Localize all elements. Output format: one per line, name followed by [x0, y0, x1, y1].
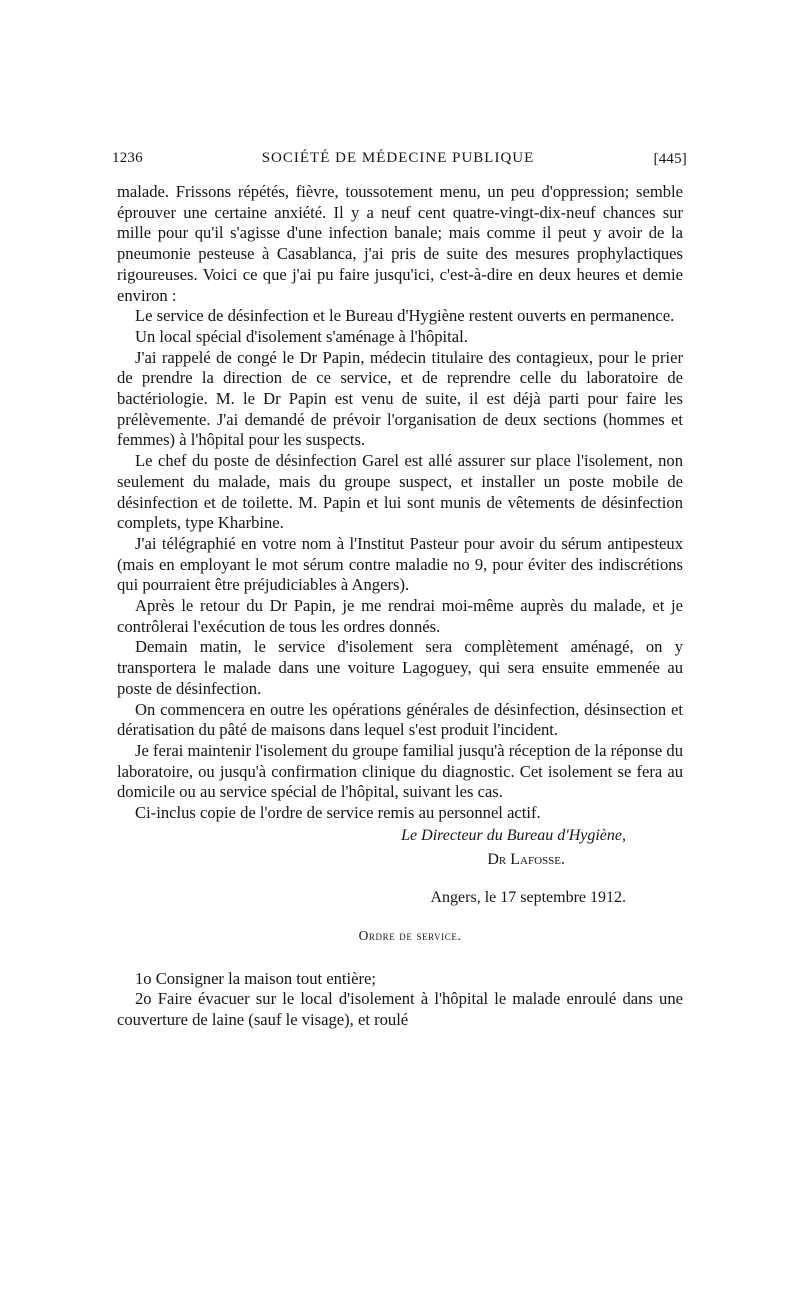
- order-list: [117, 969, 683, 1031]
- paragraph: Je ferai maintenir l'isolement du groupe familial jusqu'à réception de la réponse du laboratoire, ou jusqu'à confirmation clinique du diagnostic. Cet isolement se fera au domicile ou au service spécial de l'hôpital, suivant les cas.: [117, 740, 683, 802]
- order-heading: Ordre de service.: [358, 927, 462, 943]
- paragraph: On commencera en outre les opérations générales de désinfection, désinsection et dératisation du pâté de maisons dans lequel s'est produit l'incident.: [117, 699, 683, 740]
- order-item: 2o Faire évacuer sur le local d'isolement à l'hôpital le malade enroulé dans une couverture de laine (sauf le visage), et roulé: [117, 989, 683, 1030]
- paragraph: Le chef du poste de désinfection Garel est allé assurer sur place l'isolement, non seulement du malade, mais du groupe suspect, et installer un poste mobile de désinfection et de toilette. M. Papin et lui sont munis de vêtements de désinfection complets, type Kharbine.: [117, 451, 683, 533]
- body-text: [117, 182, 683, 1031]
- running-header: [112, 150, 687, 172]
- paragraph: Demain matin, le service d'isolement sera complètement aménagé, on y transportera le malade dans une voiture Lagoguey, qui sera ensuite emmenée au poste de désinfection.: [117, 637, 683, 698]
- paragraph: Après le retour du Dr Papin, je me rendrai moi-même auprès du malade, et je contrôlerai l'exécution de tous les ordres donnés.: [117, 596, 683, 636]
- paragraph: Le service de désinfection et le Bureau d'Hygiène restent ouverts en permanence.: [135, 306, 675, 326]
- paragraph: J'ai rappelé de congé le Dr Papin, médecin titulaire des contagieux, pour le prier de prendre la direction de ce service, et de reprendre celle du laboratoire de bactériologie. M. le Dr Papin est venu de suite, il est déjà parti pour faire les prélèvemente. J'ai demandé de prévoir l'organisation de deux sections (hommes et femmes) à l'hôpital pour les suspects.: [117, 347, 683, 450]
- paragraph: Ci-inclus copie de l'ordre de service remis au personnel actif.: [135, 803, 541, 823]
- order-item: 1o Consigner la maison tout entière;: [135, 968, 377, 988]
- dateline: Angers, le 17 septembre 1912.: [430, 889, 626, 907]
- paragraph: malade. Frissons répétés, fièvre, toussotement menu, un peu d'oppression; semble éprouver une certaine anxiété. Il y a neuf cent quatre-vingt-dix-neuf chances sur mille pour qu'il s'agisse d'une infection banale; mais comme il peut y avoir de la pneumonie pesteuse à Casablanca, j'ai pris de suite des mesures prophylactiques rigoureuses. Voici ce que j'ai pu faire jusqu'ici, c'est-à-dire en deux heures et demie environ :: [117, 182, 683, 305]
- signature-name: Dr Lafosse.: [487, 850, 565, 868]
- paragraph: Un local spécial d'isolement s'aménage à l'hôpital.: [135, 326, 468, 346]
- page-number: 1236: [112, 150, 143, 166]
- page-reference: [445]: [653, 151, 687, 167]
- running-title: SOCIÉTÉ DE MÉDECINE PUBLIQUE: [261, 150, 535, 166]
- paragraph: J'ai télégraphié en votre nom à l'Institut Pasteur pour avoir du sérum antipesteux (mais en employant le mot sérum contre maladie no 9, pour éviter des indiscrétions qui pourraient être préjudiciables à Angers).: [117, 533, 683, 595]
- signature-role: Le Directeur du Bureau d'Hygiène,: [401, 826, 626, 844]
